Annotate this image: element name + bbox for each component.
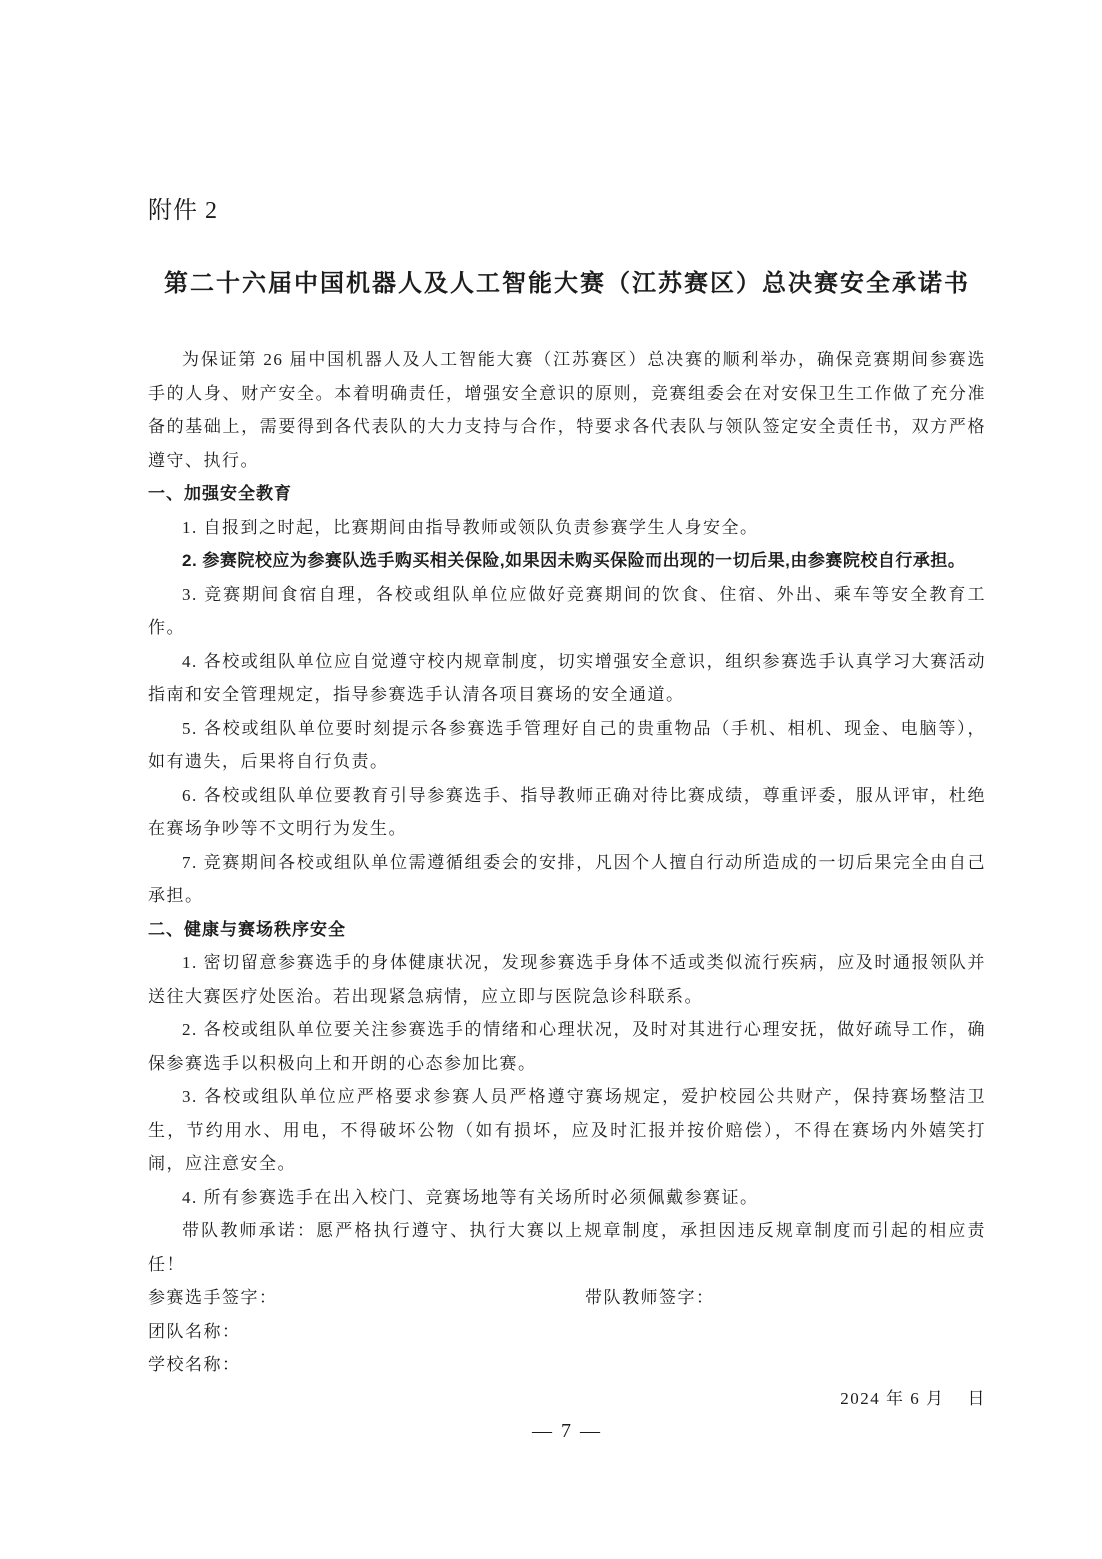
section-1-item-1: 1. 自报到之时起，比赛期间由指导教师或领队负责参赛学生人身安全。 — [182, 517, 759, 537]
section-2-item-1: 1. 密切留意参赛选手的身体健康状况，发现参赛选手身体不适或类似流行疾病，应及时通报领队并送往大赛医疗处医治。若出现紧急病情，应立即与医院急诊科联系。 — [148, 953, 986, 1006]
school-name-label: 学校名称： — [148, 1355, 241, 1374]
page-number: — 7 — — [532, 1420, 602, 1442]
teacher-pledge-paragraph: 带队教师承诺：愿严格执行遵守、执行大赛以上规章制度，承担因违反规章制度而引起的相应责任！ — [148, 1221, 986, 1274]
section-1-item-7: 7. 竞赛期间各校或组队单位需遵循组委会的安排，凡因个人擅自行动所造成的一切后果完全由自己承担。 — [148, 852, 986, 905]
signature-row — [148, 1281, 986, 1315]
document-title: 第二十六届中国机器人及人工智能大赛（江苏赛区）总决赛安全承诺书 — [164, 270, 970, 297]
section-2-heading: 二、健康与赛场秩序安全 — [148, 919, 346, 939]
intro-paragraph: 为保证第 26 届中国机器人及人工智能大赛（江苏赛区）总决赛的顺利举办，确保竞赛期间参赛选手的人身、财产安全。本着明确责任，增强安全意识的原则，竞赛组委会在对安保卫生工作做了充分准备的基础上，需要得到各代表队的大力支持与合作，特要求各代表队与领队签定安全责任书，双方严格遵守、执行。 — [148, 350, 986, 470]
section-1-item-5: 5. 各校或组队单位要时刻提示各参赛选手管理好自己的贵重物品（手机、相机、现金、电脑等），如有遗失，后果将自行负责。 — [148, 718, 986, 771]
section-1-item-6: 6. 各校或组队单位要教育引导参赛选手、指导教师正确对待比赛成绩，尊重评委，服从评审，杜绝在赛场争吵等不文明行为发生。 — [148, 785, 986, 838]
attachment-label: 附件 2 — [148, 198, 218, 224]
contestant-signature-label: 参赛选手签字： — [148, 1288, 278, 1307]
team-name-label: 团队名称： — [148, 1321, 241, 1341]
section-1-item-2: 2. 参赛院校应为参赛队选手购买相关保险,如果因未购买保险而出现的一切后果,由参赛院校自行承担。 — [182, 551, 966, 570]
section-1-heading: 一、加强安全教育 — [148, 484, 292, 503]
date-line: 2024 年 6 月 日 — [840, 1388, 986, 1408]
section-2-item-2: 2. 各校或组队单位要关注参赛选手的情绪和心理状况，及时对其进行心理安抚，做好疏导工作，确保参赛选手以积极向上和开朗的心态参加比赛。 — [148, 1020, 986, 1073]
document-content — [148, 196, 986, 1449]
teacher-signature-label: 带队教师签字： — [585, 1288, 715, 1307]
section-2-item-3: 3. 各校或组队单位应严格要求参赛人员严格遵守赛场规定，爱护校园公共财产，保持赛场整洁卫生，节约用水、用电，不得破坏公物（如有损坏，应及时汇报并按价赔偿），不得在赛场内外嬉笑打闹，应注意安全。 — [148, 1087, 986, 1173]
section-1-item-4: 4. 各校或组队单位应自觉遵守校内规章制度，切实增强安全意识，组织参赛选手认真学习大赛活动指南和安全管理规定，指导参赛选手认清各项目赛场的安全通道。 — [148, 651, 986, 704]
document-body — [148, 343, 986, 1449]
section-2-item-4: 4. 所有参赛选手在出入校门、竞赛场地等有关场所时必须佩戴参赛证。 — [182, 1187, 759, 1207]
section-1-item-3: 3. 竞赛期间食宿自理，各校或组队单位应做好竞赛期间的饮食、住宿、外出、乘车等安全教育工作。 — [148, 584, 986, 637]
